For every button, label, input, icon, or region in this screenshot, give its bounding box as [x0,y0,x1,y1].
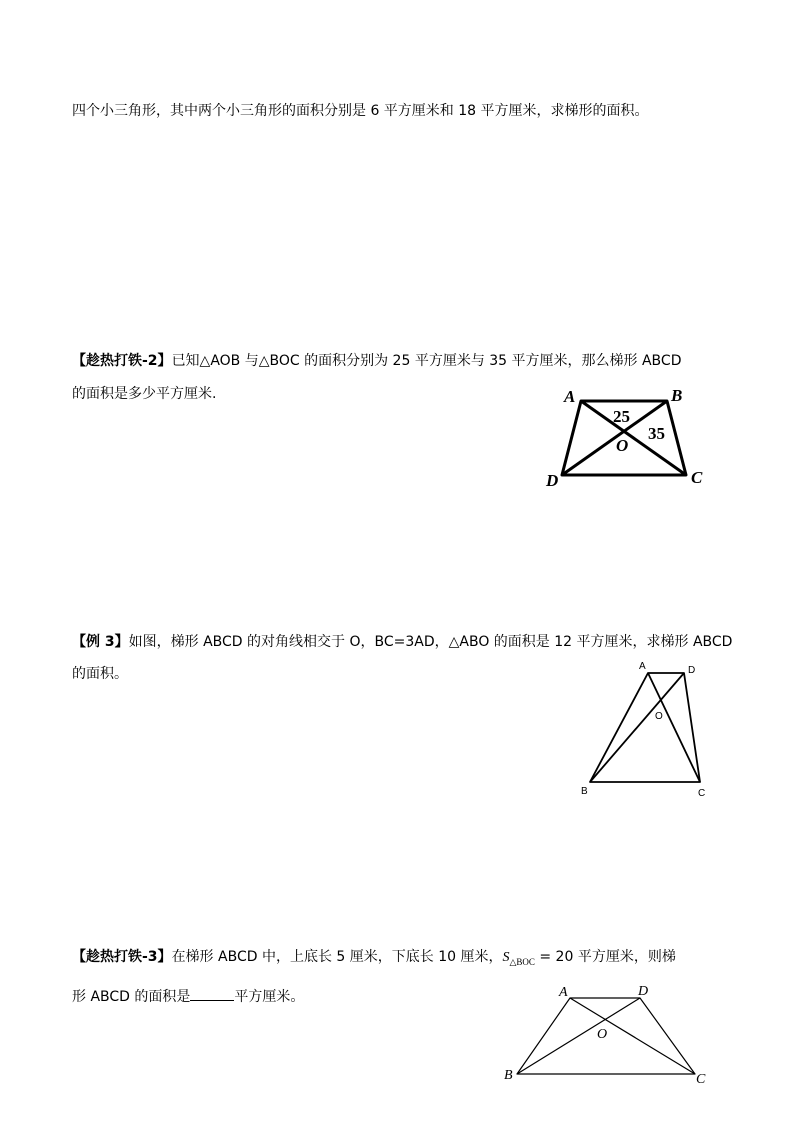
label-b: B [671,386,683,405]
label-d: D [546,471,559,490]
area-formula: $S_{\triangle BOC}$ [502,950,535,967]
problem2-figure [540,382,710,492]
label-a: A [639,661,646,672]
example3-line2: 的面积。 [72,666,128,682]
diagonal-ac [570,998,695,1074]
label-c: C [691,468,703,487]
label-o: O [597,1027,608,1042]
label-o: O [616,436,629,455]
label-a: A [564,387,576,406]
example3-tag: 【例 3】 [72,634,129,650]
label-b: B [581,786,588,797]
answer-blank[interactable] [190,986,234,1001]
area-aob: 25 [613,407,630,426]
example3-figure [576,655,716,805]
problem3-text1: 在梯形 ABCD 中，上底长 5 厘米，下底长 10 厘米， [171,949,503,965]
problem2-text1: 已知△AOB 与△BOC 的面积分别为 25 平方厘米与 35 平方厘米，那么梯形 ABCD [171,353,682,369]
diagonal-bd [590,673,684,782]
label-c: C [698,788,706,799]
problem3-line2: 形 ABCD 的面积是 平方厘米。 [72,986,304,1007]
example3-text1: 如图，梯形 ABCD 的对角线相交于 O，BC=3AD，△ABO 的面积是 12 平方厘米，求梯形 ABCD [128,634,733,650]
problem3-tag: 【趁热打铁-3】 [72,949,172,965]
intro-line: 四个小三角形，其中两个小三角形的面积分别是 6 平方厘米和 18 平方厘米，求梯形的面积。 [72,103,649,119]
area-boc: 35 [648,424,665,443]
trapezoid-outline [590,673,700,782]
problem3-line1 [72,947,676,972]
problem2-tag: 【趁热打铁-2】 [72,353,172,369]
example3-line1 [72,632,732,652]
label-c: C [696,1072,706,1087]
label-b: B [504,1068,513,1083]
problem2-line2: 的面积是多少平方厘米. [72,386,217,402]
problem3-text1-after: = 20 平方厘米，则梯 [534,949,676,965]
label-d: D [638,984,649,999]
label-a: A [559,985,568,1000]
label-o: O [655,711,663,722]
problem2-line1 [72,351,681,371]
diagonal-bd [517,998,640,1074]
label-d: D [688,665,696,676]
problem3-figure [500,978,720,1090]
